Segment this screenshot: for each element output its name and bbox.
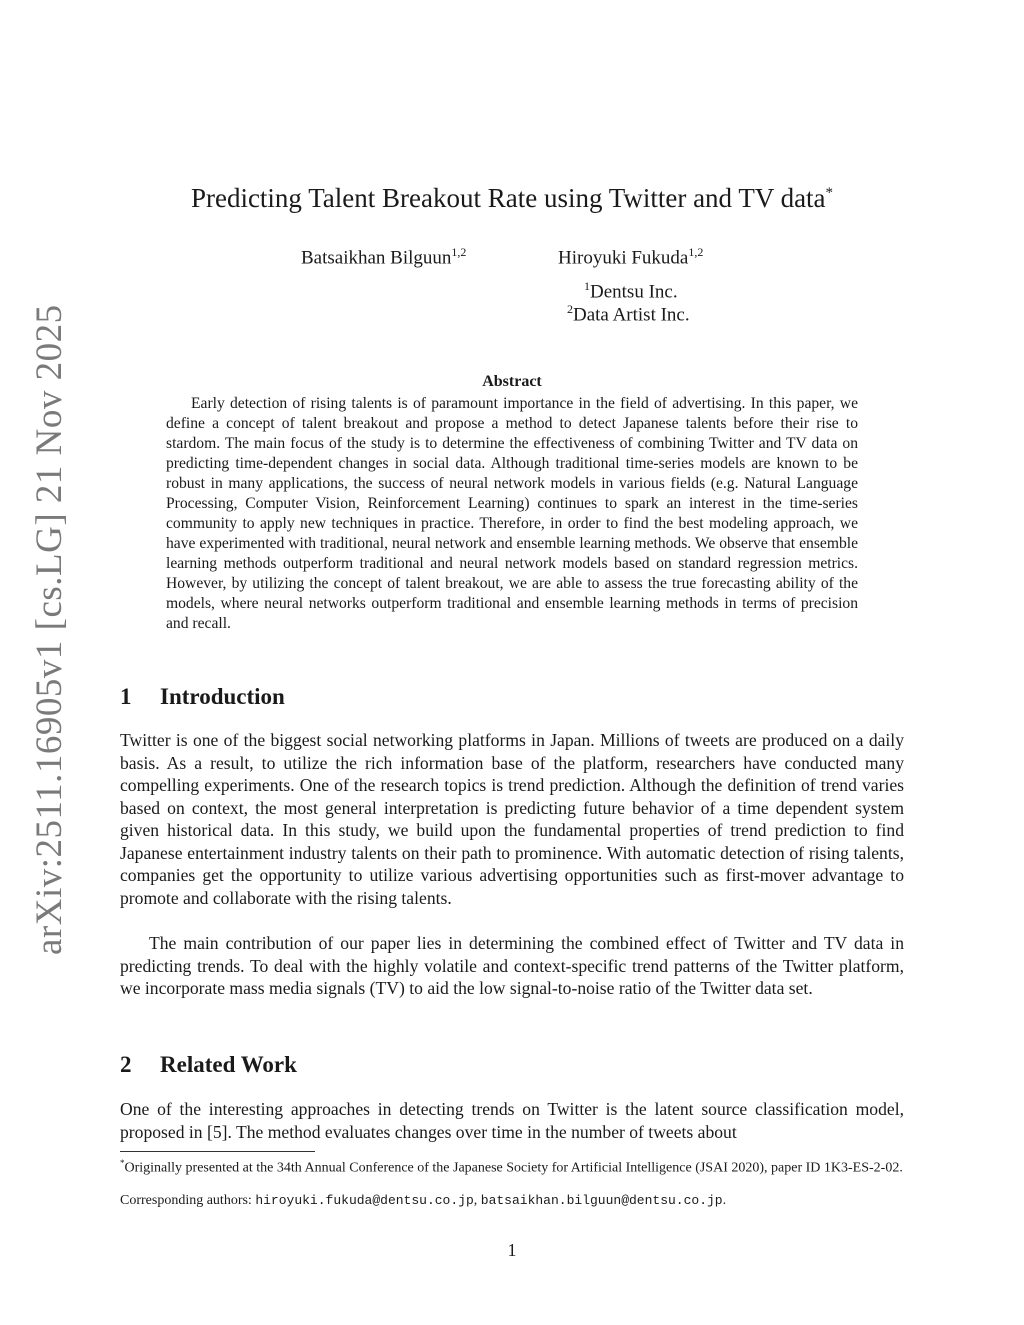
author-1 (301, 245, 466, 269)
footnote-corresponding-authors (120, 1191, 904, 1210)
corresponding-authors-label: Corresponding authors: (120, 1193, 256, 1208)
email-separator: , (473, 1193, 481, 1208)
abstract-heading: Abstract (482, 373, 542, 390)
section-1-number: 1 (120, 684, 132, 709)
affiliation-1 (584, 279, 678, 303)
section-2-title: Related Work (160, 1052, 297, 1077)
related-work-paragraph-1: One of the interesting approaches in detecting trends on Twitter is the latent source classification model, proposed in [5]. The method evaluates changes over time in the number of tweets about (120, 1099, 904, 1142)
author-1-name: Batsaikhan Bilguun (301, 247, 452, 269)
footnote-divider (120, 1151, 315, 1152)
title-footnote-mark: * (825, 185, 834, 201)
introduction-paragraph-1: Twitter is one of the biggest social networking platforms in Japan. Millions of tweets are produced on a daily basis. As a result, to utilize the rich information base of the platform, researchers have conducted many compelling experiments. One of the research topics is trend prediction. Although the definition of trend varies based on context, the most general interpretation is predicting future behavior of a time dependent system given historical data. In this study, we build upon the fundamental properties of trend prediction to find Japanese entertainment industry talents on their path to prominence. With automatic detection of rising talents, companies get the opportunity to utilize various advertising opportunities such as first-mover advantage to promote and collaborate with the rising talents. (120, 730, 904, 908)
section-1-title: Introduction (160, 684, 285, 709)
section-1-heading (120, 684, 285, 710)
email-link-bilguun[interactable]: batsaikhan.bilguun@dentsu.co.jp (480, 1193, 723, 1208)
footnote-mark: * (120, 1158, 125, 1168)
email-link-fukuda[interactable]: hiroyuki.fukuda@dentsu.co.jp (255, 1193, 474, 1208)
affiliation-2 (567, 302, 690, 326)
affiliation-1-name: Dentsu Inc. (590, 281, 678, 303)
paper-title-text: Predicting Talent Breakout Rate using Twitter and TV data (190, 183, 826, 213)
introduction-paragraph-2: The main contribution of our paper lies in determining the combined effect of Twitter and TV data in predicting trends. To deal with the highly volatile and context-specific trend patterns of the Twitter platform, we incorporate mass media signals (TV) to aid the low signal-to-noise ratio of the Twitter data set. (120, 933, 904, 998)
affiliation-2-name: Data Artist Inc. (573, 304, 690, 326)
footnote-conference (120, 1154, 904, 1178)
page-number: 1 (507, 1240, 517, 1260)
section-2-heading (120, 1052, 297, 1078)
author-2-affiliation-marks: 1,2 (688, 245, 704, 259)
paper-title (120, 183, 904, 214)
arxiv-identifier-stamp: arXiv:2511.16905v1 [cs.LG] 21 Nov 2025 (29, 304, 70, 955)
footnote-end: . (722, 1193, 727, 1208)
section-2-number: 2 (120, 1052, 132, 1077)
author-2 (558, 245, 703, 269)
author-2-name: Hiroyuki Fukuda (558, 247, 689, 269)
footnote-conference-text: Originally presented at the 34th Annual Conference of the Japanese Society for Artificial Intelligence (JSAI 2020), paper ID 1K3-ES-2-02. (124, 1160, 903, 1176)
affiliation-2-mark: 2 (567, 302, 573, 316)
author-1-affiliation-marks: 1,2 (451, 245, 467, 259)
affiliation-1-mark: 1 (584, 279, 590, 293)
abstract-text: Early detection of rising talents is of paramount importance in the field of advertising. In this paper, we define a concept of talent breakout and propose a method to detect Japanese talents before their rise to stardom. The main focus of the study is to determine the effectiveness of combining Twitter and TV data on predicting time-dependent changes in social data. Although traditional time-series models are known to be robust in many applications, the success of neural network models in various fields (e.g. Natural Language Processing, Computer Vision, Reinforcement Learning) continues to spark an interest in the time-series community to apply new techniques in practice. Therefore, in order to find the best modeling approach, we have experimented with traditional, neural network and ensemble learning methods. We observe that ensemble learning methods outperform traditional and neural network models based on standard regression metrics. However, by utilizing the concept of talent breakout, we are able to assess the true forecasting ability of the models, where neural networks outperform traditional and ensemble learning methods in terms of precision and recall. (166, 395, 858, 632)
